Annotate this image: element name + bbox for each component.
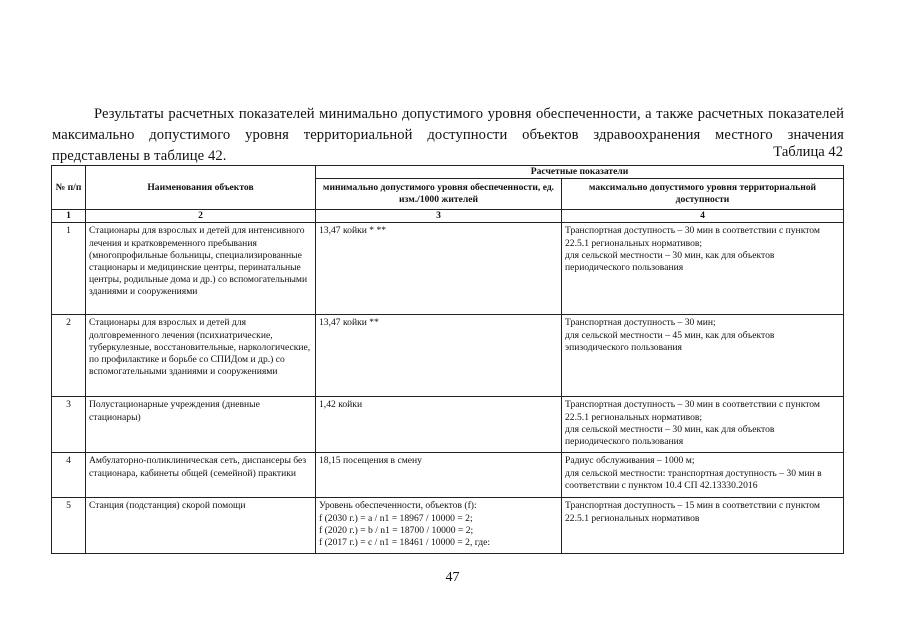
row-max	[562, 498, 844, 554]
intro-paragraph: Результаты расчетных показателей минимально допустимого уровня обеспеченности, а также расчетных показателей максимально допустимого уровня территориальной доступности объектов здравоохранения местного значения представлены в таблице 42.	[52, 105, 844, 164]
max-line: для сельской местности: транспортная доступность – 30 мин в соответствии с пунктом 10.4 СП 42.13330.2016	[565, 467, 822, 491]
min-line: f (2020 г.) = b / n1 = 18700 / 10000 = 2;	[319, 524, 474, 536]
table-row	[52, 498, 844, 554]
max-line: для сельской местности – 30 мин, как для объектов периодического пользования	[565, 423, 775, 448]
row-name: Полустационарные учреждения (дневные стационары)	[86, 397, 316, 453]
table-row	[52, 223, 844, 315]
col-number: 4	[562, 210, 844, 223]
max-line: Транспортная доступность – 30 мин;	[565, 317, 716, 329]
min-line: 13,47 койки **	[319, 317, 379, 329]
min-line: f (2017 г.) = c / n1 = 18461 / 10000 = 2, где:	[319, 537, 491, 549]
header-group: Расчетные показатели	[316, 166, 844, 179]
row-name: Амбулаторно-поликлиническая сеть, диспансеры без стационара, кабинеты общей (семейной) практики	[86, 453, 316, 498]
row-num: 3	[52, 397, 86, 453]
row-num: 5	[52, 498, 86, 554]
min-line: 1,42 койки	[319, 399, 363, 411]
min-line: f (2030 г.) = a / n1 = 18967 / 10000 = 2;	[319, 512, 473, 524]
row-name: Станция (подстанция) скорой помощи	[86, 498, 316, 554]
column-numbers-row	[52, 210, 844, 223]
header-num: № п/п	[52, 166, 86, 210]
row-num: 1	[52, 223, 86, 315]
page-number: 47	[445, 570, 460, 585]
table-row	[52, 397, 844, 453]
row-max	[562, 315, 844, 397]
row-name: Стационары для взрослых и детей для долговременного лечения (психиатрические, туберкулезные, восстановительные, наркологические, по профилактике и борьбе со СПИДом и др.) со вспомогательными зданиями и сооружениями	[86, 315, 316, 397]
max-line: для сельской местности – 30 мин, как для объектов периодического пользования	[565, 249, 775, 274]
header-name: Наименования объектов	[86, 166, 316, 210]
col-number: 3	[316, 210, 562, 223]
row-min	[316, 315, 562, 397]
max-line: для сельской местности – 45 мин, как для объектов эпизодического пользования	[565, 329, 775, 353]
min-line: 13,47 койки * **	[319, 225, 387, 237]
row-min	[316, 397, 562, 453]
row-max	[562, 397, 844, 453]
max-line: Транспортная доступность – 30 мин в соответствии с пунктом 22.5.1 региональных нормативов;	[565, 225, 820, 249]
min-line: 18,15 посещения в смену	[319, 455, 422, 467]
row-name: Стационары для взрослых и детей для интенсивного лечения и кратковременного пребывания (многопрофильные больницы, специализированные стационары и медицинские центры, перинатальные центры, родильные дома и др.) со вспомогательными зданиями и сооружениями	[86, 223, 316, 315]
max-line: Радиус обслуживания – 1000 м;	[565, 455, 695, 467]
col-number: 2	[86, 210, 316, 223]
header-min: минимально допустимого уровня обеспеченности, ед. изм./1000 жителей	[316, 179, 562, 210]
table-row	[52, 315, 844, 397]
table-caption: Таблица 42	[773, 144, 843, 160]
row-min	[316, 498, 562, 554]
row-max	[562, 453, 844, 498]
table-row	[52, 453, 844, 498]
row-max	[562, 223, 844, 315]
indicators-table	[51, 165, 844, 554]
header-max: максимально допустимого уровня территориальной доступности	[562, 179, 844, 210]
row-num: 4	[52, 453, 86, 498]
col-number: 1	[52, 210, 86, 223]
row-min	[316, 453, 562, 498]
max-line: Транспортная доступность – 30 мин в соответствии с пунктом 22.5.1 региональных нормативов;	[565, 399, 820, 423]
row-num: 2	[52, 315, 86, 397]
min-line: Уровень обеспеченности, объектов (f):	[319, 500, 477, 512]
row-min	[316, 223, 562, 315]
max-line: Транспортная доступность – 15 мин в соответствии с пунктом 22.5.1 региональных нормативов	[565, 500, 820, 524]
